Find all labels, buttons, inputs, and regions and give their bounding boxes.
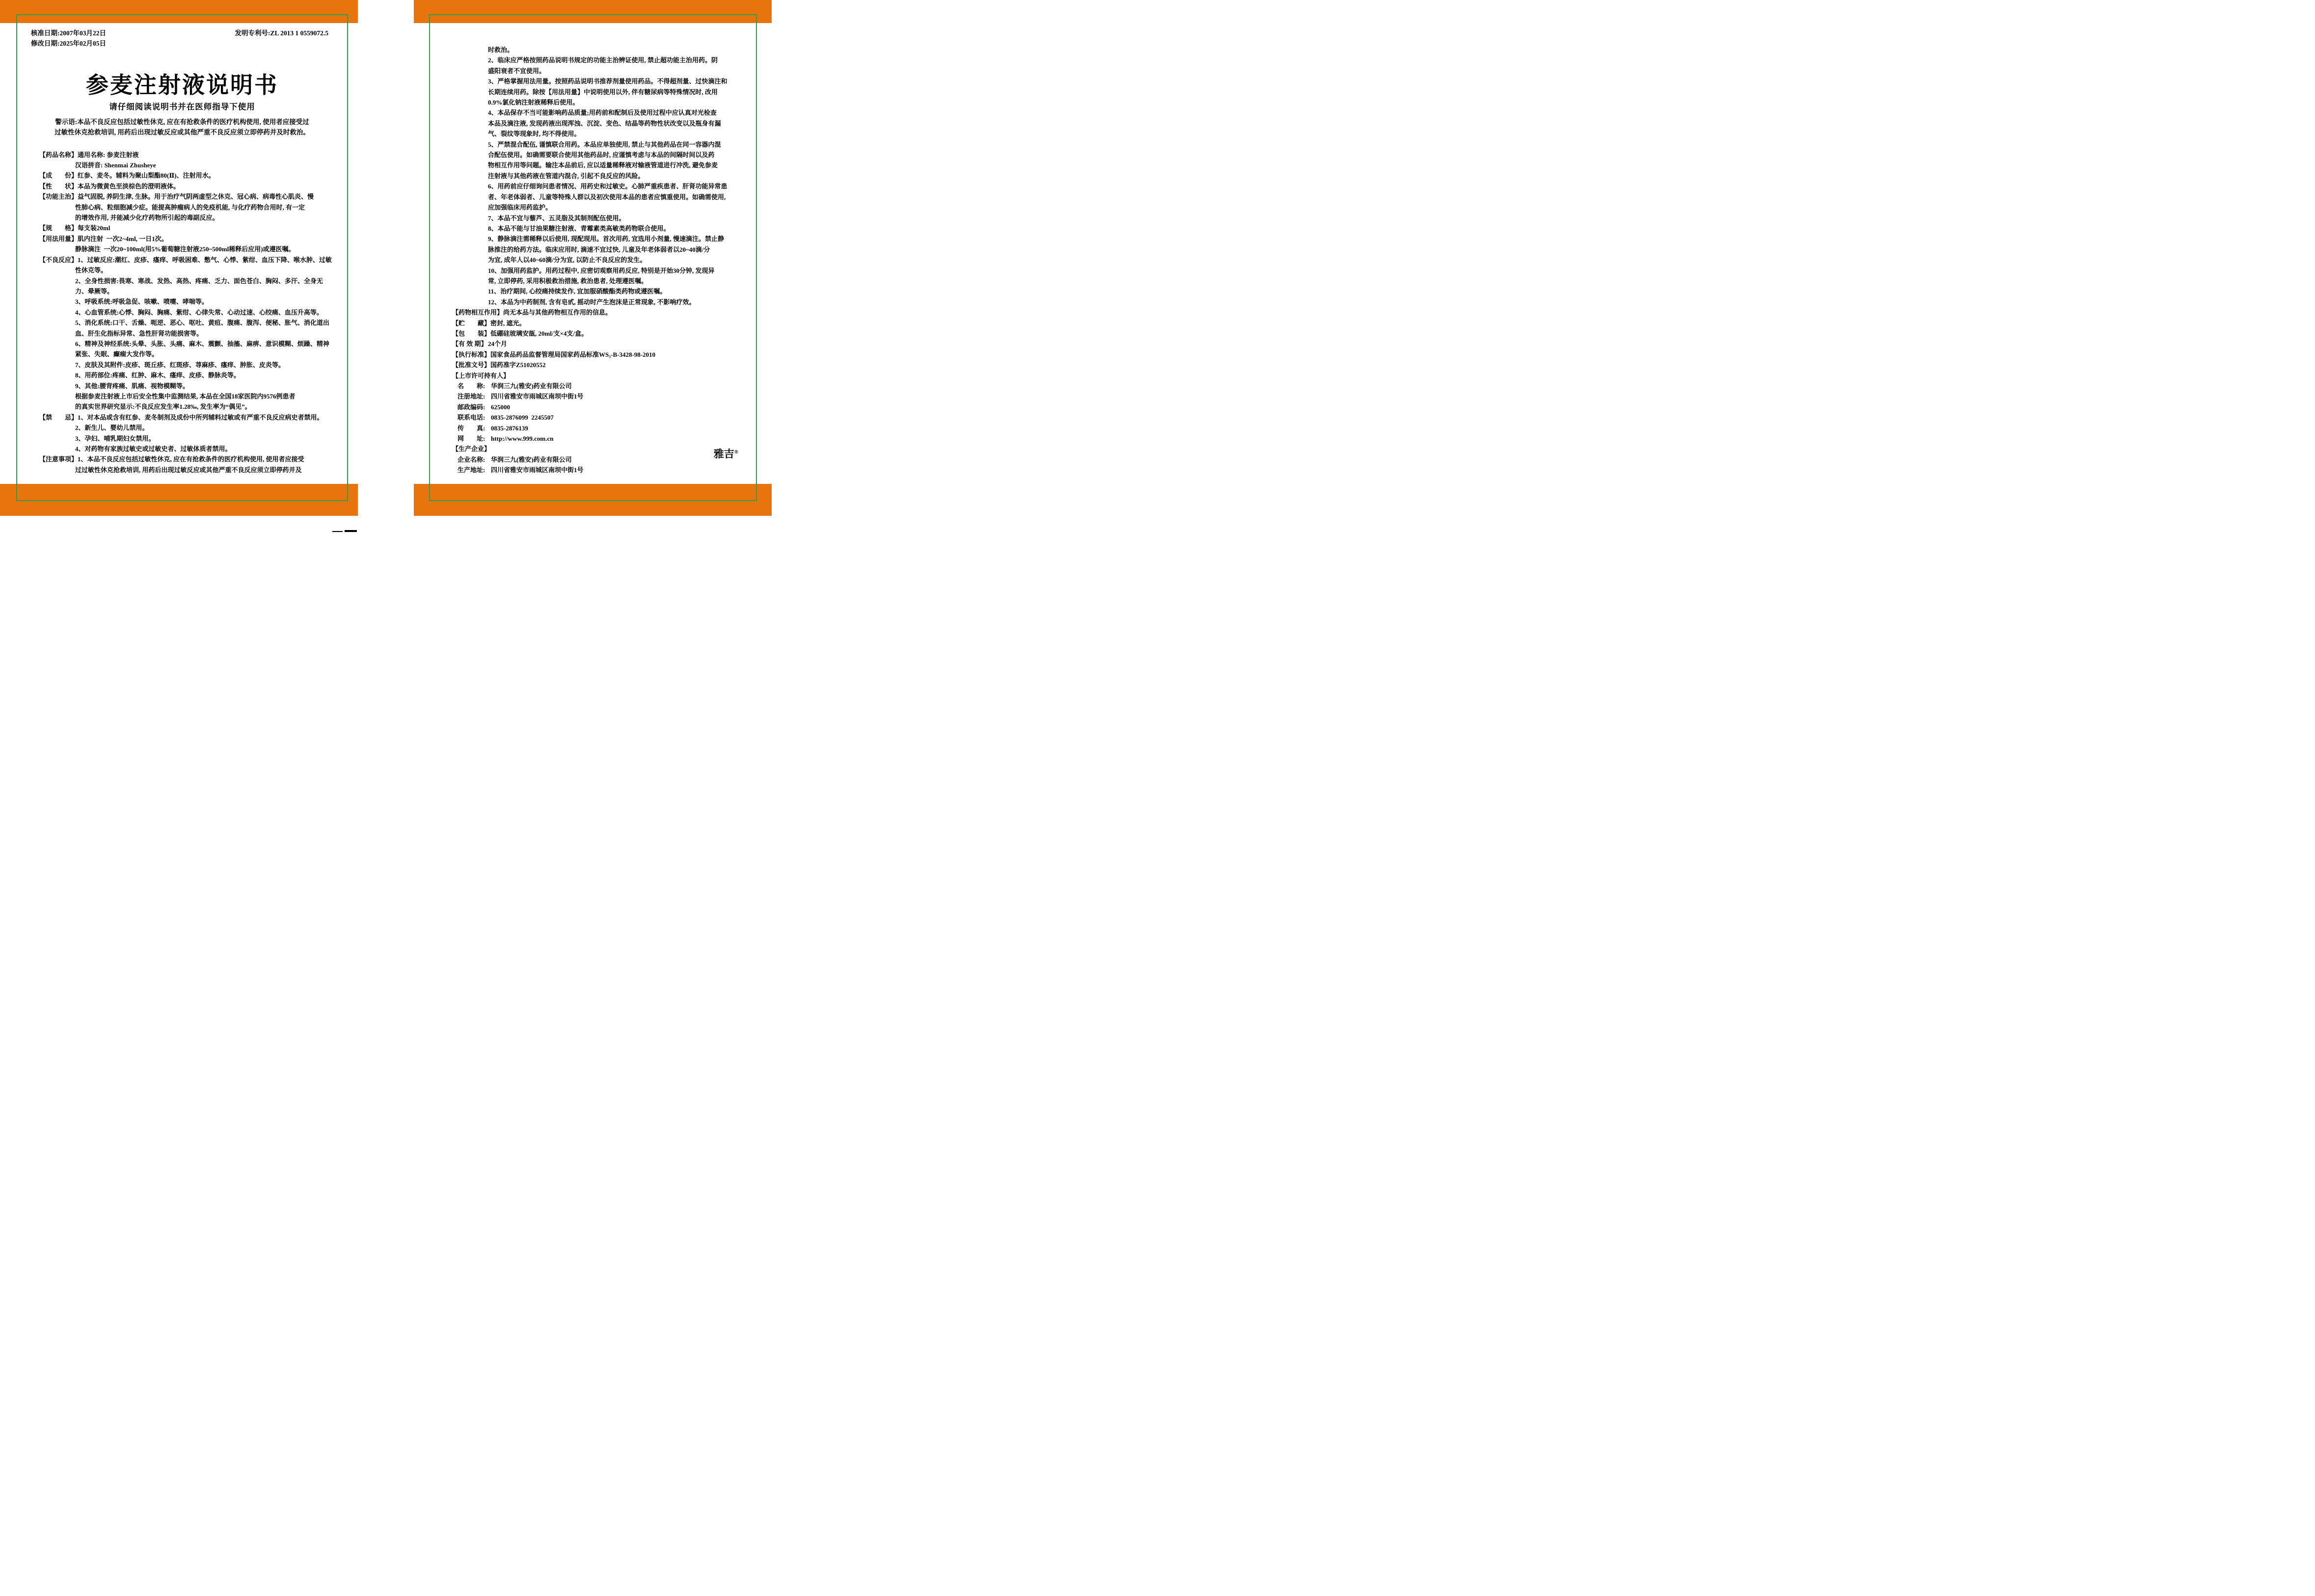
leaflet-line — [16, 170, 348, 181]
page-left-header — [16, 14, 348, 38]
leaflet-line — [429, 433, 757, 444]
field-key: 传 真: — [458, 424, 487, 432]
section-label: 【规 格】 — [39, 224, 78, 232]
field-key: 联系电话: — [458, 414, 487, 422]
section-text: 1、过敏反应:潮红、皮疹、瘙痒、呼吸困难、憋气、心悸、紫绀、血压下降、喉水肿、过敏 — [78, 256, 332, 264]
body-line: 根据参麦注射液上市后安全性集中监测结果, 本品在全国18家医院内9576例患者 — [75, 392, 296, 400]
leaflet-line — [429, 444, 757, 454]
field-key: 网 址: — [458, 435, 487, 443]
body-line: 9、其他:腰背疼痛、肌痛、视物模糊等。 — [75, 382, 189, 390]
body-line: 合配伍使用。如确需要联合使用其他药品时, 应谨慎考虑与本品的间隔时间以及药 — [488, 151, 715, 159]
body-line: 4、本品保存不当可能影响药品质量;用药前和配制后及使用过程中应认真对光检查 — [488, 109, 717, 117]
body-line: 9、静脉滴注需稀释以后使用, 现配现用。首次用药, 宜选用小剂量, 慢速滴注。禁止静 — [488, 235, 725, 243]
body-line: 2、全身性损害:畏寒、寒战、发热、高热、疼痛、乏力、面色苍白、胸闷、多汗、全身无 — [75, 277, 323, 285]
body-line: 7、本品不宜与藜芦、五灵脂及其制剂配伍使用。 — [488, 214, 625, 222]
body-line: 11、治疗期间, 心绞痛持续发作, 宜加服硝酸酯类药物或遵医嘱。 — [488, 288, 667, 295]
body-line: 力、晕厥等。 — [75, 287, 114, 295]
section-label: 【性 状】 — [39, 182, 78, 190]
leaflet-line — [429, 412, 757, 423]
leaflet-line — [429, 328, 757, 339]
section-label: 【生产企业】 — [452, 445, 491, 453]
leaflet-line — [429, 360, 757, 370]
section-label: 【有 效 期】 — [452, 340, 487, 348]
page-right-content — [429, 14, 757, 501]
section-text: 24个月 — [488, 340, 508, 348]
leaflet-line — [429, 454, 757, 465]
brand-logo — [714, 446, 738, 461]
body-line: 过过敏性休克抢救培训, 用药后出现过敏反应或其他严重不良反应须立即停药并及 — [75, 466, 302, 474]
left-page-rows — [16, 150, 348, 476]
print-cutoff-mark — [345, 530, 357, 532]
leaflet-line — [16, 150, 348, 160]
body-line: 2、临床应严格按照药品说明书规定的功能主治辨证使用, 禁止超功能主治用药。阴 — [488, 56, 718, 64]
section-text: 1、本品不良反应包括过敏性休克, 应在有抢救条件的医疗机构使用, 使用者应接受 — [78, 455, 304, 463]
body-line: 静脉滴注 一次20~100ml(用5%葡萄糖注射液250~500ml稀释后应用)或遵医嘱。 — [75, 245, 295, 253]
body-line: 4、心血管系统:心悸、胸闷、胸痛、紫绀、心律失常、心动过速、心绞痛、血压升高等。 — [75, 308, 323, 316]
body-line: 4、对药物有家族过敏史或过敏史者、过敏体质者禁用。 — [75, 445, 232, 452]
section-text: 每支装20ml — [78, 224, 110, 232]
field-value: 0835-2876099 2245507 — [491, 414, 554, 422]
leaflet-line — [429, 318, 757, 328]
field-key: 生产地址: — [458, 466, 487, 474]
body-line: 7、皮肤及其附件:皮疹、斑丘疹、红斑疹、荨麻疹、瘙痒、肿胀、皮炎等。 — [75, 361, 285, 369]
section-text: 尚无本品与其他药物相互作用的信息。 — [503, 309, 612, 317]
section-label: 【不良反应】 — [39, 256, 78, 264]
body-line: 长期连续用药。除按【用法用量】中说明使用以外, 伴有糖尿病等特殊情况时, 改用 — [488, 88, 718, 96]
body-line: 3、孕妇、哺乳期妇女禁用。 — [75, 434, 155, 442]
body-line: 12、本品为中药制剂, 含有皂甙, 摇动时产生泡沫是正常现象, 不影响疗效。 — [488, 298, 696, 306]
body-line: 0.9%氯化钠注射液稀释后使用。 — [488, 99, 579, 106]
section-text: 低硼硅玻璃安瓿, 20ml/支×4支/盒。 — [490, 329, 588, 337]
section-text: 益气固脱, 养阴生津, 生脉。用于治疗气阴两虚型之休克、冠心病、病毒性心肌炎、慢 — [78, 193, 314, 201]
print-cutoff-mark — [332, 531, 343, 532]
body-line: 注射液与其他药液在管道内混合, 引起不良反应的风险。 — [488, 172, 645, 180]
section-label: 【批准文号】 — [452, 361, 491, 369]
body-line: 血、肝生化指标异常、急性肝肾功能损害等。 — [75, 329, 203, 337]
body-line: 本品及滴注液, 发现药液出现浑浊、沉淀、变色、结晶等药物性状改变以及瓶身有漏 — [488, 119, 721, 127]
body-line: 5、消化系统:口干、舌燥、呃逆、恶心、呕吐、黄疸、腹痛、腹泻、便秘、胀气、消化道出 — [75, 319, 329, 327]
field-key: 企业名称: — [458, 455, 487, 463]
field-value: 华润三九(雅安)药业有限公司 — [491, 455, 572, 463]
field-value: 四川省雅安市雨城区南坝中街1号 — [491, 393, 584, 400]
section-label: 【成 份】 — [39, 172, 78, 180]
page-subtitle: 请仔细阅读说明书并在医师指导下使用 — [109, 102, 255, 111]
leaflet-line — [429, 381, 757, 391]
section-label: 【药物相互作用】 — [452, 309, 504, 317]
body-line: 为宜, 成年人以40~60滴/分为宜, 以防止不良反应的发生。 — [488, 256, 646, 264]
section-label: 【上市许可持有人】 — [452, 372, 510, 379]
warning-block — [16, 117, 348, 138]
body-line: 紧张、失眠、癫痫大发作等。 — [75, 350, 159, 358]
body-line: 6、精神及神经系统:头晕、头胀、头痛、麻木、震颤、抽搐、麻痹、意识模糊、烦躁、精神 — [75, 340, 329, 347]
section-text: 红参、麦冬。辅料为聚山梨酯80(Ⅱ)、注射用水。 — [78, 172, 215, 180]
section-text: 密封, 遮光。 — [490, 319, 526, 327]
brand-name: 雅吉 — [713, 448, 734, 460]
leaflet-line — [429, 307, 757, 318]
body-line: 性肺心病、粒细胞减少症。能提高肿瘤病人的免疫机能, 与化疗药物合用时, 有一定 — [75, 203, 305, 211]
leaflet-line — [429, 465, 757, 475]
page-title: 参麦注射液说明书 — [86, 72, 278, 98]
body-line: 者、年老体弱者、儿童等特殊人群以及初次使用本品的患者应慎重使用。如确需使用, — [488, 193, 726, 201]
field-key: 注册地址: — [458, 393, 487, 400]
page-left-content — [16, 14, 348, 501]
body-line: 脉推注的给药方法。临床应用时, 滴速不宜过快, 儿童及年老体弱者以20~40滴/分 — [488, 245, 710, 253]
body-line: 性休克等。 — [75, 266, 108, 274]
right-page-rows — [429, 26, 757, 476]
section-text: 国家食品药品监督管理局国家药品标准WS₃-B-3428-98-2010 — [490, 350, 656, 358]
warning-line: 警示语:本品不良反应包括过敏性休克, 应在有抢救条件的医疗机构使用, 使用者应接受过 — [55, 118, 309, 126]
leaflet-line — [429, 402, 757, 412]
leaflet-line — [16, 412, 348, 423]
body-line: 的增效作用, 并能减少化疗药物所引起的毒副反应。 — [75, 214, 219, 222]
registered-trademark-icon: ® — [734, 449, 738, 455]
body-line: 6、用药前应仔细询问患者情况、用药史和过敏史。心肺严重疾患者、肝肾功能异常患 — [488, 183, 727, 190]
leaflet-line — [16, 255, 348, 265]
leaflet-line — [429, 339, 757, 349]
body-line: 5、严禁混合配伍, 谨慎联合用药。本品应单独使用, 禁止与其他药品在同一容器内混 — [488, 140, 721, 148]
leaflet-line — [429, 423, 757, 433]
field-value: 0835-2876139 — [491, 424, 528, 432]
body-line: 2、新生儿、婴幼儿禁用。 — [75, 424, 149, 432]
body-line: 气、裂纹等现象时, 均不得使用。 — [488, 130, 581, 138]
leaflet-line — [429, 371, 757, 381]
leaflet-line — [16, 181, 348, 191]
body-line: 10、加强用药监护。用药过程中, 应密切观察用药反应, 特别是开始30分钟, 发现异 — [488, 266, 715, 274]
revision-date: 修改日期:2025年02月05日 — [31, 40, 106, 48]
body-line: 8、本品不能与甘油果糖注射液、青霉素类高敏类药物联合使用。 — [488, 224, 670, 232]
body-line: 8、用药部位:疼痛、红肿、麻木、瘙痒、皮疹、静脉炎等。 — [75, 372, 240, 379]
section-label: 【注意事项】 — [39, 455, 78, 463]
leaflet-line — [16, 234, 348, 244]
section-text: 通用名称: 参麦注射液 — [78, 151, 139, 159]
field-value: 四川省雅安市雨城区南坝中街1号 — [491, 466, 584, 474]
body-line: 盛阳衰者不宜使用。 — [488, 67, 546, 75]
section-label: 【执行标准】 — [452, 350, 491, 358]
section-label: 【禁 忌】 — [39, 413, 78, 421]
section-label: 【功能主治】 — [39, 193, 78, 201]
body-line: 3、呼吸系统:呼吸急促、咳嗽、喷嚏、哮喘等。 — [75, 298, 208, 306]
body-line: 3、严格掌握用法用量。按照药品说明书推荐剂量使用药品。不得超剂量、过快滴注和 — [488, 78, 727, 85]
warning-line: 过敏性休克抢救培训, 用药后出现过敏反应或其他严重不良反应须立即停药并及时救治。 — [54, 129, 310, 136]
body-line: 应加强临床用药监护。 — [488, 204, 552, 212]
leaflet-line — [16, 223, 348, 233]
body-line: 汉语拼音: Shenmai Zhusheye — [75, 161, 156, 169]
section-text: 1、对本品或含有红参、麦冬制剂及成份中所列辅料过敏或有严重不良反应病史者禁用。 — [78, 413, 323, 421]
approval-date: 核准日期:2007年03月22日 — [31, 29, 106, 37]
field-value: http://www.999.com.cn — [491, 435, 554, 443]
field-key: 名 称: — [458, 382, 487, 390]
section-text: 国药准字Z51020552 — [490, 361, 546, 369]
section-label: 【药品名称】 — [39, 151, 78, 159]
section-label: 【包 装】 — [452, 329, 491, 337]
field-key: 邮政编码: — [458, 403, 487, 411]
field-value: 625000 — [491, 403, 510, 411]
section-text: 本品为微黄色至淡棕色的澄明液体。 — [78, 182, 180, 190]
section-text: 肌内注射 一次2~4ml, 一日1次。 — [78, 235, 168, 242]
body-line: 时救治。 — [488, 46, 514, 53]
body-line: 的真实世界研究显示:不良反应发生率1.28‰, 发生率为“偶见”。 — [75, 403, 251, 411]
body-line: 物相互作用等问题。输注本品前后, 应以适量稀释液对输液管道进行冲洗, 避免参麦 — [488, 161, 718, 169]
leaflet-line — [16, 454, 348, 464]
section-label: 【贮 藏】 — [452, 319, 491, 327]
leaflet-line — [429, 349, 757, 360]
leaflet-line — [429, 391, 757, 401]
body-line: 常, 立即停药, 采用积极救治措施, 救治患者, 处理遵医嘱。 — [488, 277, 648, 285]
leaflet-line — [16, 191, 348, 202]
patent-number: 发明专利号:ZL 2013 1 0559072.5 — [235, 29, 328, 37]
leaflet-canvas — [0, 0, 772, 532]
section-label: 【用法用量】 — [39, 235, 78, 242]
field-value: 华润三九(雅安)药业有限公司 — [491, 382, 572, 390]
